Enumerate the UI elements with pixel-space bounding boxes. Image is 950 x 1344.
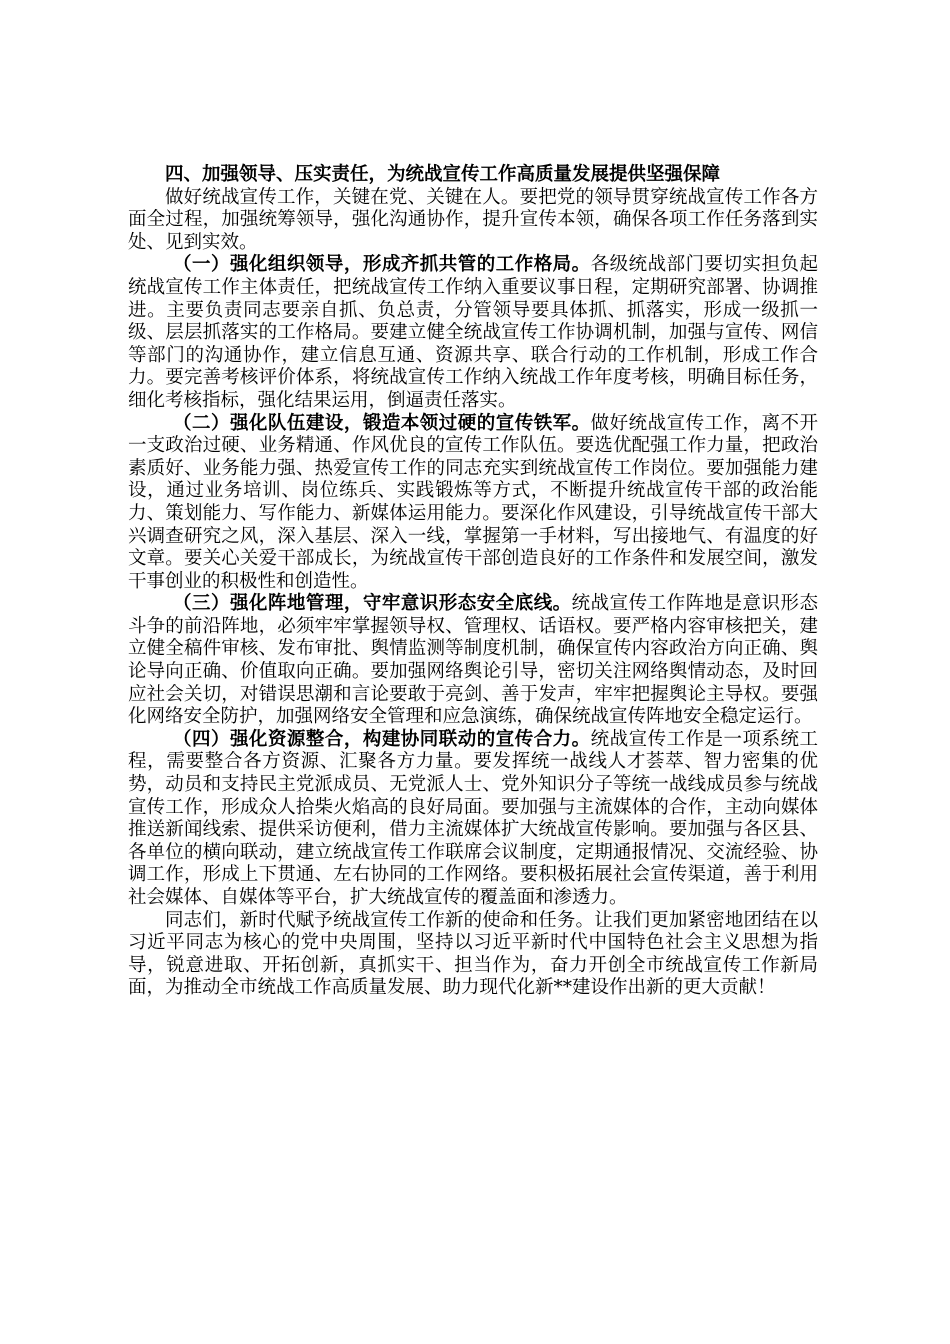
item-body-3: 统战宣传工作阵地是意识形态斗争的前沿阵地，必须牢牢掌握领导权、管理权、话语权。要严格内容审核把关，建立健全稿件审核、发布审批、舆情监测等制度机制，确保宣传内容政治方向正确、舆论导向正确、价值取向正确。要加强网络舆论引导，密切关注网络舆情动态，及时回应社会关切，对错误思潮和言论要敢于亮剑、善于发声，牢牢把握舆论主导权。要强化网络安全防护，加强网络安全管理和应急演练，确保统战宣传阵地安全稳定运行。 [128,593,818,728]
item-paragraph-1 [128,254,818,412]
item-lead-4: （四）强化资源整合，构建协同联动的宣传合力。 [173,728,591,750]
item-body-4: 统战宣传工作是一项系统工程，需要整合各方资源、汇聚各方力量。要发挥统一战线人才荟萃、智力密集的优势，动员和支持民主党派成员、无党派人士、党外知识分子等统一战线成员参与统战宣传工作，形成众人拾柴火焰高的良好局面。要加强与主流媒体的合作，主动向媒体推送新闻线索、提供采访便利，借力主流媒体扩大统战宣传影响。要加强与各区县、各单位的横向联动，建立统战宣传工作联席会议制度，定期通报情况、交流经验、协调工作，形成上下贯通、左右协同的工作网络。要积极拓展社会宣传渠道，善于利用社会媒体、自媒体等平台，扩大统战宣传的覆盖面和渗透力。 [128,728,818,908]
item-paragraph-4 [128,729,818,910]
item-paragraph-3 [128,593,818,729]
intro-paragraph: 做好统战宣传工作，关键在党、关键在人。要把党的领导贯穿统战宣传工作各方面全过程，加强统筹领导，强化沟通协作，提升宣传本领，确保各项工作任务落到实处、见到实效。 [128,186,818,253]
closing-paragraph: 同志们，新时代赋予统战宣传工作新的使命和任务。让我们更加紧密地团结在以习近平同志为核心的党中央周围，坚持以习近平新时代中国特色社会主义思想为指导，锐意进取、开拓创新，真抓实干、担当作为，奋力开创全市统战宣传工作新局面，为推动全市统战工作高质量发展、助力现代化新**建设作出新的更大贡献！ [128,909,818,999]
item-lead-2: （二）强化队伍建设，锻造本领过硬的宣传铁军。 [173,412,591,434]
item-lead-3: （三）强化阵地管理，守牢意识形态安全底线。 [173,593,572,615]
section-heading: 四、加强领导、压实责任，为统战宣传工作高质量发展提供坚强保障 [165,164,721,185]
document-page [128,164,818,1000]
item-paragraph-2 [128,413,818,594]
item-body-1: 各级统战部门要切实担负起统战宣传工作主体责任，把统战宣传工作纳入重要议事日程，定期研究部署、协调推进。主要负责同志要亲自抓、负总责，分管领导要具体抓、抓落实，形成一级抓一级、层层抓落实的工作格局。要建立健全统战宣传工作协调机制，加强与宣传、网信等部门的沟通协作，建立信息互通、资源共享、联合行动的工作机制，形成工作合力。要完善考核评价体系，将统战宣传工作纳入统战工作年度考核，明确目标任务，细化考核指标，强化结果运用，倒逼责任落实。 [128,254,818,411]
item-body-2: 做好统战宣传工作，离不开一支政治过硬、业务精通、作风优良的宣传工作队伍。要选优配强工作力量，把政治素质好、业务能力强、热爱宣传工作的同志充实到统战宣传工作岗位。要加强能力建设，通过业务培训、岗位练兵、实践锻炼等方式，不断提升统战宣传干部的政治能力、策划能力、写作能力、新媒体运用能力。要深化作风建设，引导统战宣传干部大兴调查研究之风，深入基层、深入一线，掌握第一手材料，写出接地气、有温度的好文章。要关心关爱干部成长，为统战宣传干部创造良好的工作条件和发展空间，激发干事创业的积极性和创造性。 [128,412,818,592]
item-lead-1: （一）强化组织领导，形成齐抓共管的工作格局。 [173,254,591,276]
